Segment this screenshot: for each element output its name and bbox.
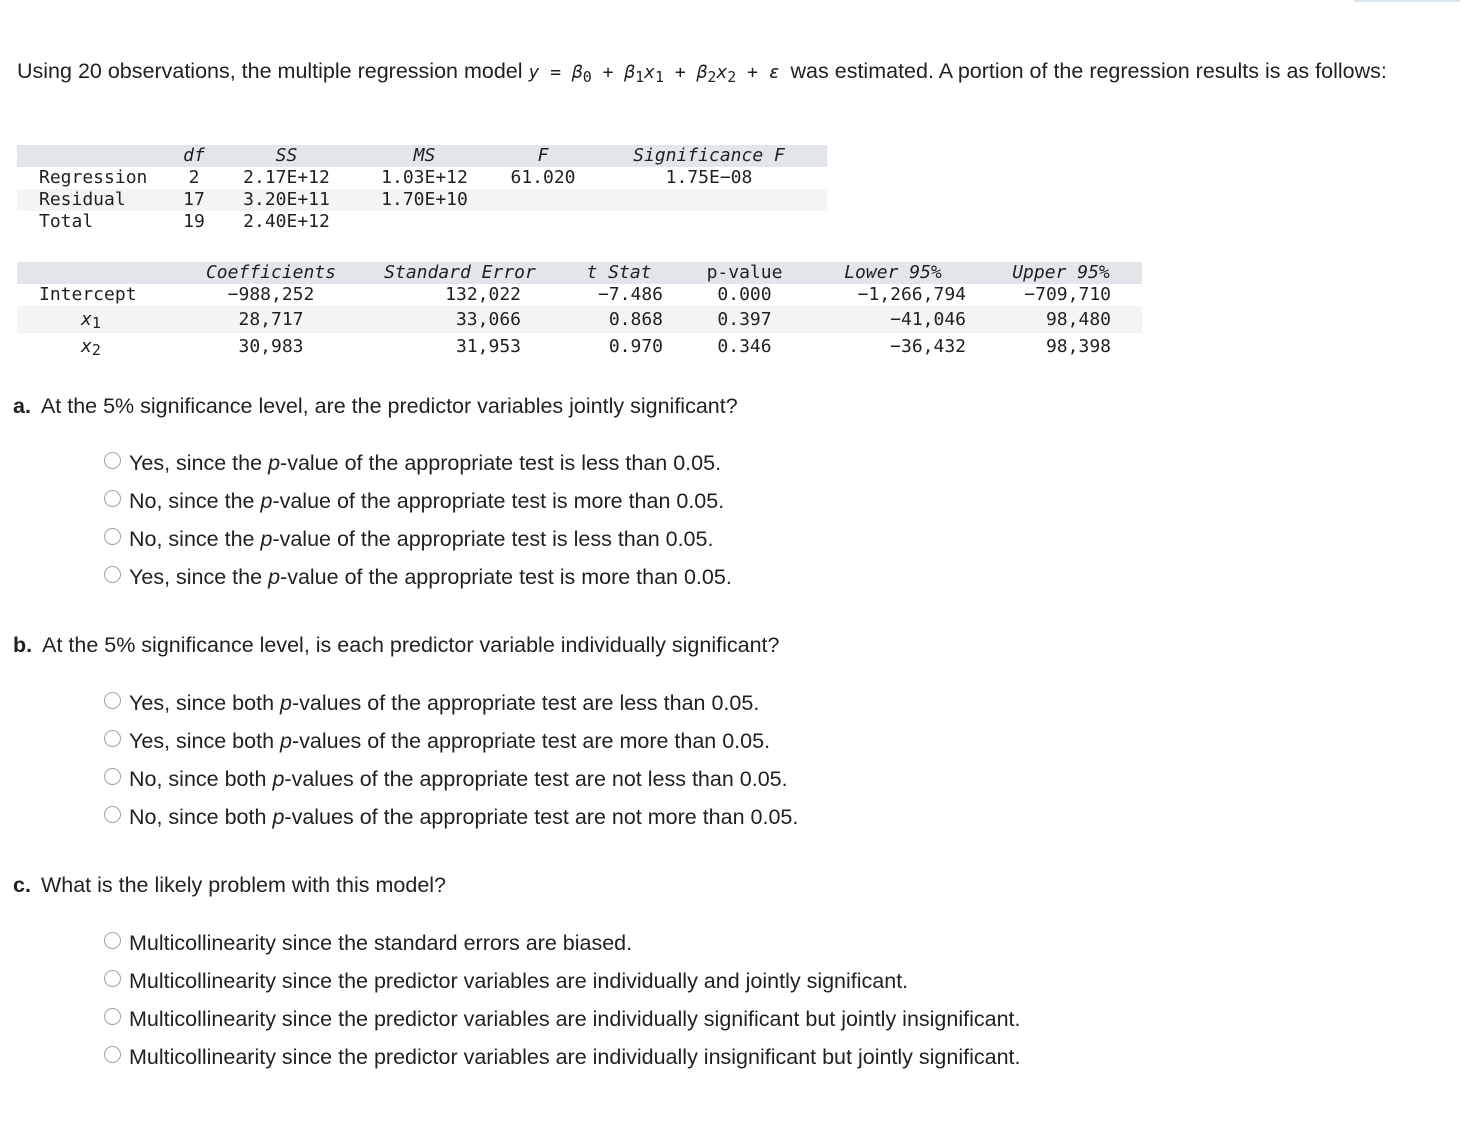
option-label[interactable] <box>129 527 713 552</box>
question-b-text: At the 5% significance level, is each predictor variable individually significant? <box>42 633 780 657</box>
coef-row-x2 <box>17 333 1142 360</box>
option-text-italic: p <box>272 766 285 791</box>
coef-row-x1 <box>17 306 1142 333</box>
question-a-option-3[interactable] <box>104 520 732 558</box>
anova-cell-ms: 1.03E+12 <box>381 167 468 188</box>
option-text-post: -value of the appropriate test is more than 0.05. <box>280 564 732 589</box>
anova-row-label: Total <box>39 211 94 232</box>
option-text-post: -value of the appropriate test is more than 0.05. <box>272 488 725 513</box>
question-b-option-3[interactable] <box>104 760 798 798</box>
coef-cell-p-value: 0.000 <box>717 284 772 305</box>
top-edge-bar <box>1354 0 1460 2</box>
coef-cell-upper-95: 98,480 <box>980 306 1142 333</box>
anova-cell-ss: 2.17E+12 <box>243 167 330 188</box>
anova-cell-df: 19 <box>183 211 205 232</box>
option-text-italic: p <box>272 804 285 829</box>
option-text-post: -value of the appropriate test is less than 0.05. <box>272 526 714 551</box>
radio-button[interactable] <box>104 452 121 469</box>
coef-cell-coefficient: −988,252 <box>227 284 315 305</box>
option-text-pre: No, since the <box>129 488 255 513</box>
anova-cell-significance-f: 1.75E−08 <box>665 167 753 188</box>
question-b-option-1[interactable] <box>104 684 798 722</box>
coef-header-lower-95: Lower 95% <box>806 262 980 284</box>
coef-cell-t-stat: 0.868 <box>555 306 683 333</box>
radio-button[interactable] <box>104 932 121 949</box>
coefficients-table <box>17 262 1142 360</box>
eq-x1-sub: 1 <box>655 68 665 86</box>
anova-row-label: Residual <box>17 189 169 211</box>
coef-label-var: x <box>81 336 92 357</box>
option-text-pre: Yes, since both <box>129 728 275 753</box>
option-label[interactable] <box>129 451 721 476</box>
option-text-pre: No, since both <box>129 804 267 829</box>
radio-button[interactable] <box>104 528 121 545</box>
option-text-italic: p <box>268 450 281 475</box>
option-label[interactable] <box>129 729 770 754</box>
anova-header-row <box>17 145 827 167</box>
eq-x2: x <box>716 62 728 83</box>
anova-cell-significance-f <box>591 211 827 233</box>
coef-cell-upper-95: 98,398 <box>1045 336 1111 357</box>
question-c-letter: c. <box>13 873 31 897</box>
coef-header-blank <box>17 262 177 284</box>
anova-cell-f: 61.020 <box>510 167 576 188</box>
coef-cell-lower-95: −41,046 <box>806 306 980 333</box>
coef-header-standard-error: Standard Error <box>365 262 555 284</box>
question-b-option-2[interactable] <box>104 722 798 760</box>
question-b-letter: b. <box>13 633 33 657</box>
question-a-options <box>104 444 732 596</box>
option-label[interactable]: Multicollinearity since the predictor variables are individually and jointly significant. <box>129 968 909 993</box>
anova-row-regression <box>17 167 827 189</box>
anova-header-significance-f: Significance F <box>591 145 827 167</box>
eq-beta2: β <box>696 62 708 83</box>
option-label[interactable] <box>129 767 788 792</box>
coef-cell-coefficient: 28,717 <box>177 306 365 333</box>
option-text-italic: p <box>268 564 281 589</box>
eq-plus-1: + <box>602 62 614 83</box>
option-text-italic: p <box>280 690 292 715</box>
option-label[interactable]: Multicollinearity since the predictor variables are individually insignificant but jointly significant. <box>129 1044 1021 1069</box>
coef-row-label <box>17 306 177 333</box>
eq-beta2-sub: 2 <box>707 68 717 86</box>
eq-plus-3: + <box>747 62 758 83</box>
coef-row-label: Intercept <box>39 284 137 305</box>
question-c-title <box>13 872 446 898</box>
question-a-letter: a. <box>13 394 31 418</box>
radio-button[interactable] <box>104 692 121 709</box>
question-c-text: What is the likely problem with this model? <box>40 873 447 897</box>
problem-intro <box>17 56 1437 88</box>
coef-cell-lower-95: −36,432 <box>890 336 966 357</box>
anova-header-blank <box>17 145 169 167</box>
coef-cell-p-value: 0.397 <box>683 306 806 333</box>
radio-button[interactable] <box>104 1008 121 1025</box>
anova-cell-f <box>495 211 591 233</box>
question-c-option-2[interactable] <box>104 962 1020 1000</box>
option-text-pre: No, since the <box>129 526 255 551</box>
radio-button[interactable] <box>104 1046 121 1063</box>
coef-cell-lower-95: −1,266,794 <box>857 284 966 305</box>
radio-button[interactable] <box>104 806 121 823</box>
option-text-pre: No, since both <box>129 766 267 791</box>
option-text-post: -values of the appropriate test are more than 0.05. <box>291 728 771 753</box>
eq-beta0-sub: 0 <box>582 68 592 86</box>
coef-cell-t-stat: −7.486 <box>597 284 663 305</box>
coef-row-intercept <box>17 284 1142 306</box>
question-a-option-4[interactable] <box>104 558 732 596</box>
coef-header-upper-95: Upper 95% <box>980 262 1142 284</box>
coef-header-t-stat: t Stat <box>555 262 683 284</box>
regression-equation <box>528 62 791 86</box>
coef-label-sub: 1 <box>91 314 101 332</box>
radio-button[interactable] <box>104 730 121 747</box>
eq-beta1-sub: 1 <box>635 68 645 86</box>
anova-table <box>17 145 827 233</box>
option-label[interactable] <box>129 489 724 514</box>
eq-x2-sub: 2 <box>727 68 737 86</box>
option-text-pre: Yes, since the <box>129 564 263 589</box>
option-label[interactable] <box>129 805 798 830</box>
anova-header-f: F <box>495 145 591 167</box>
anova-cell-df: 17 <box>169 189 219 211</box>
coef-header-coefficients: Coefficients <box>177 262 365 284</box>
option-text-italic: p <box>260 488 273 513</box>
anova-cell-ss: 3.20E+11 <box>219 189 354 211</box>
question-c-option-3[interactable] <box>104 1000 1020 1038</box>
anova-cell-ms: 1.70E+10 <box>354 189 495 211</box>
question-c-options <box>104 924 1020 1076</box>
coef-row-label <box>17 333 177 360</box>
eq-equals: = <box>550 62 562 83</box>
anova-cell-ss: 2.40E+12 <box>243 211 330 232</box>
coef-cell-upper-95: −709,710 <box>1024 284 1111 305</box>
question-a-title <box>13 393 738 419</box>
eq-beta0: β <box>571 62 583 83</box>
option-label[interactable]: Multicollinearity since the predictor variables are individually significant but jointly insignificant. <box>129 1006 1021 1031</box>
anova-header-df: df <box>169 145 219 167</box>
intro-text-after: was estimated. A portion of the regression results is as follows: <box>790 59 1387 83</box>
anova-cell-significance-f <box>591 189 827 211</box>
question-a-text: At the 5% significance level, are the predictor variables jointly significant? <box>40 394 738 418</box>
anova-row-label: Regression <box>39 167 148 188</box>
question-c-option-1[interactable] <box>104 924 1020 962</box>
option-text-post: -value of the appropriate test is less than 0.05. <box>280 450 722 475</box>
question-b-option-4[interactable] <box>104 798 798 836</box>
coef-cell-t-stat: 0.970 <box>608 336 663 357</box>
eq-beta1: β <box>624 62 636 83</box>
anova-cell-ms <box>354 211 495 233</box>
eq-plus-2: + <box>674 62 686 83</box>
coef-cell-p-value: 0.346 <box>717 336 772 357</box>
coef-label-var: x <box>81 309 92 330</box>
option-text-post: -values of the appropriate test are not less than 0.05. <box>284 766 788 791</box>
option-label[interactable] <box>129 691 759 716</box>
anova-cell-df: 2 <box>188 167 200 188</box>
option-text-pre: Yes, since the <box>129 450 263 475</box>
radio-button[interactable] <box>104 768 121 785</box>
intro-text-before: Using 20 observations, the multiple regression model <box>17 59 523 83</box>
question-c-option-4[interactable] <box>104 1038 1020 1076</box>
anova-cell-f <box>495 189 591 211</box>
question-a-option-2[interactable] <box>104 482 732 520</box>
radio-button[interactable] <box>104 566 121 583</box>
option-text-italic: p <box>280 728 292 753</box>
anova-row-total <box>17 211 827 233</box>
option-text-post: -values of the appropriate test are less than 0.05. <box>291 690 760 715</box>
option-text-italic: p <box>260 526 273 551</box>
coef-cell-standard-error: 33,066 <box>365 306 555 333</box>
eq-epsilon: ε <box>768 62 780 83</box>
anova-row-residual <box>17 189 827 211</box>
anova-header-ms: MS <box>354 145 495 167</box>
eq-x1: x <box>644 62 655 83</box>
option-text-pre: Yes, since both <box>129 690 275 715</box>
coef-cell-standard-error: 31,953 <box>455 336 521 357</box>
anova-header-ss: SS <box>219 145 354 167</box>
coef-label-sub: 2 <box>91 341 101 359</box>
question-b-options <box>104 684 798 836</box>
coef-cell-standard-error: 132,022 <box>445 284 521 305</box>
radio-button[interactable] <box>104 490 121 507</box>
option-label[interactable]: Multicollinearity since the standard errors are biased. <box>129 930 633 955</box>
coef-cell-coefficient: 30,983 <box>238 336 304 357</box>
option-label[interactable] <box>129 565 732 590</box>
radio-button[interactable] <box>104 970 121 987</box>
option-text-post: -values of the appropriate test are not more than 0.05. <box>284 804 799 829</box>
question-a-option-1[interactable] <box>104 444 732 482</box>
question-b-title <box>13 632 779 658</box>
eq-y: y <box>528 62 540 83</box>
coef-header-p-value: p-value <box>683 262 806 284</box>
coef-header-row <box>17 262 1142 284</box>
